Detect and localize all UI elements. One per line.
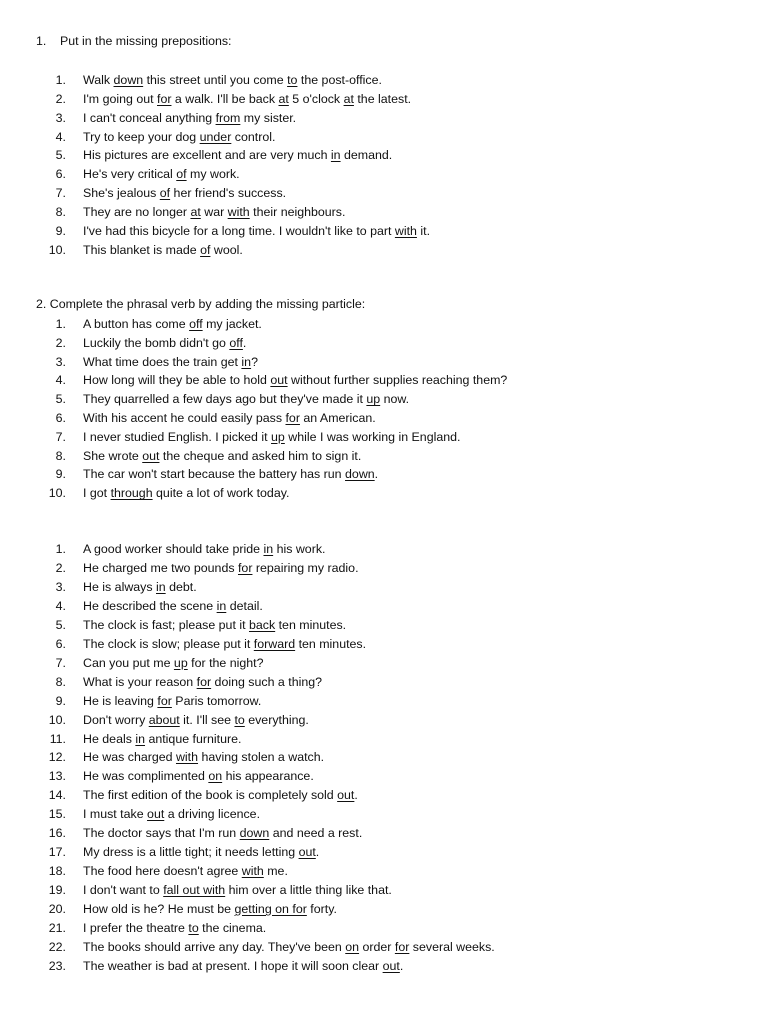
list-item <box>0 824 760 842</box>
item-text <box>83 843 319 861</box>
list-item <box>0 654 760 672</box>
sentence-fragment: They quarrelled a few days ago but they've made it <box>83 392 367 407</box>
item-number: 7. <box>55 429 66 444</box>
list-item <box>0 843 760 861</box>
sentence-fragment: The food here doesn't agree <box>83 864 242 879</box>
sentence-fragment: the cheque and asked him to sign it. <box>159 448 362 463</box>
item-text <box>83 711 309 729</box>
list-item <box>0 428 760 446</box>
sentence-fragment: ten minutes. <box>275 617 347 632</box>
item-text <box>83 484 289 502</box>
item-number: 10. <box>48 242 66 257</box>
sentence-fragment: He deals <box>83 731 136 746</box>
item-text <box>83 390 409 408</box>
item-number: 2. <box>55 560 66 575</box>
sentence-fragment: The first edition of the book is completely sold <box>83 788 338 803</box>
sentence-fragment: She's jealous <box>83 186 160 201</box>
sentence-fragment: ? <box>251 354 258 369</box>
sentence-fragment: I never studied English. I picked it <box>83 429 272 444</box>
item-text <box>83 428 460 446</box>
sentence-fragment: What is your reason <box>83 674 197 689</box>
item-text <box>83 578 197 596</box>
list-item <box>0 371 760 389</box>
item-number: 5. <box>55 148 66 163</box>
item-number: 4. <box>55 598 66 613</box>
item-text <box>83 559 359 577</box>
answer-word: on <box>345 939 360 954</box>
list-item <box>0 390 760 408</box>
item-text <box>83 786 358 804</box>
item-text <box>83 465 378 483</box>
list-item <box>0 938 760 956</box>
answer-word: in <box>156 579 166 594</box>
list-item <box>0 616 760 634</box>
list-item <box>0 146 760 164</box>
list-item <box>0 748 760 766</box>
sentence-fragment: a walk. I'll be back <box>171 91 279 106</box>
sentence-fragment: ten minutes. <box>295 636 367 651</box>
item-number: 12. <box>48 750 66 765</box>
item-text <box>83 748 324 766</box>
sentence-fragment: I'm going out <box>83 91 157 106</box>
answer-word: out <box>382 958 400 973</box>
item-number: 6. <box>55 411 66 425</box>
answer-word: down <box>113 73 144 87</box>
sentence-fragment: I can't conceal anything <box>83 110 216 125</box>
sentence-fragment: and need a rest. <box>269 826 363 841</box>
item-number: 7. <box>55 655 66 670</box>
sentence-fragment: without further supplies reaching them? <box>287 373 508 388</box>
sentence-fragment: everything. <box>244 712 309 727</box>
sentence-fragment: How long will they be able to hold <box>83 373 271 388</box>
answer-word: under <box>199 129 232 144</box>
sentence-fragment: my jacket. <box>202 317 262 331</box>
list-item <box>0 711 760 729</box>
sentence-fragment: while I was working in England. <box>284 429 461 444</box>
answer-word: at <box>190 204 201 219</box>
list-item <box>0 559 760 577</box>
sentence-fragment: my sister. <box>240 110 297 125</box>
list-item <box>0 635 760 653</box>
item-number: 20. <box>48 902 66 917</box>
item-number: 9. <box>55 693 66 708</box>
answer-word: fall out with <box>163 883 226 898</box>
section-1-heading <box>36 34 232 48</box>
item-number: 21. <box>48 921 66 935</box>
item-text <box>83 938 495 956</box>
sentence-fragment: Paris tomorrow. <box>171 693 262 708</box>
answer-word: for <box>157 693 172 708</box>
item-text <box>83 241 243 259</box>
item-text <box>83 900 337 918</box>
sentence-fragment: wool. <box>210 242 243 257</box>
answer-word: out <box>337 788 355 803</box>
sentence-fragment: repairing my radio. <box>252 560 359 575</box>
sentence-fragment: detail. <box>226 598 263 613</box>
list-item <box>0 109 760 127</box>
item-text <box>83 597 263 615</box>
answer-word: for <box>237 560 253 575</box>
answer-word: for <box>394 939 410 954</box>
item-number: 16. <box>48 826 66 841</box>
sentence-fragment: He was charged <box>83 750 176 765</box>
sentence-fragment: The clock is fast; please put it <box>83 617 249 632</box>
sentence-fragment: war <box>200 204 228 219</box>
sentence-fragment: He is always <box>83 579 156 594</box>
answer-word: of <box>176 167 187 182</box>
item-text <box>83 353 258 371</box>
item-text <box>83 692 261 710</box>
answer-word: in <box>241 354 252 369</box>
sentence-fragment: I've had this bicycle for a long time. I wouldn't like to part <box>83 223 395 238</box>
list-item <box>0 165 760 183</box>
list-item <box>0 673 760 691</box>
sentence-fragment: The doctor says that I'm run <box>83 826 240 841</box>
answer-word: back <box>248 617 276 632</box>
list-item <box>0 409 760 427</box>
item-text <box>83 146 392 164</box>
answer-word: for <box>285 411 300 425</box>
sentence-fragment: his appearance. <box>222 769 314 784</box>
answer-word: with <box>175 750 199 765</box>
item-text <box>83 71 382 89</box>
sentence-fragment: I don't want to <box>83 883 164 898</box>
item-number: 19. <box>48 883 66 898</box>
list-item <box>0 334 760 352</box>
section-2-heading <box>36 297 365 311</box>
sentence-fragment: my work. <box>186 167 240 182</box>
list-item <box>0 919 760 937</box>
item-text <box>83 635 366 653</box>
sentence-fragment: antique furniture. <box>145 731 242 746</box>
list-item <box>0 730 760 748</box>
item-number: 2. <box>55 91 66 106</box>
answer-word: through <box>110 486 153 501</box>
answer-word: at <box>343 91 354 106</box>
answer-word: from <box>215 110 241 125</box>
sentence-fragment: it. I'll see <box>179 712 235 727</box>
answer-word: for <box>157 91 172 106</box>
sentence-fragment: the cinema. <box>198 921 267 935</box>
sentence-fragment: him over a little thing like that. <box>225 883 392 898</box>
sentence-fragment: She wrote <box>83 448 143 463</box>
item-number: 6. <box>55 167 66 182</box>
sentence-fragment: . <box>399 958 404 973</box>
sentence-fragment: a driving licence. <box>164 807 261 822</box>
answer-word: about <box>148 712 180 727</box>
item-number: 5. <box>55 617 66 632</box>
answer-word: in <box>216 598 227 613</box>
item-number: 3. <box>55 354 66 369</box>
sentence-fragment: I must take <box>83 807 148 822</box>
answer-word: to <box>287 73 298 87</box>
item-number: 8. <box>55 674 66 689</box>
item-text <box>83 334 246 352</box>
sentence-fragment: his work. <box>273 542 326 556</box>
answer-word: in <box>263 542 274 556</box>
answer-word: to <box>188 921 199 935</box>
answer-word: with <box>241 864 264 879</box>
sentence-fragment: demand. <box>340 148 393 163</box>
answer-word: off <box>189 317 203 331</box>
sentence-fragment: having stolen a watch. <box>198 750 325 765</box>
item-number: 6. <box>55 636 66 651</box>
sentence-fragment: My dress is a little tight; it needs letting <box>83 845 299 860</box>
sentence-fragment: He charged me two pounds <box>83 560 238 575</box>
item-text <box>83 222 430 240</box>
list-item <box>0 900 760 918</box>
sentence-fragment: order <box>359 939 395 954</box>
answer-word: down <box>239 826 270 841</box>
list-item <box>0 315 760 333</box>
answer-word: forward <box>253 636 296 651</box>
answer-word: up <box>366 392 381 407</box>
list-item <box>0 597 760 615</box>
list-item <box>0 805 760 823</box>
list-item <box>0 241 760 259</box>
sentence-fragment: He described the scene <box>83 598 217 613</box>
item-text <box>83 540 325 558</box>
sentence-fragment: . <box>354 788 358 803</box>
list-item <box>0 353 760 371</box>
list-item <box>0 578 760 596</box>
section-1-heading-number: 1. <box>36 34 47 48</box>
sentence-fragment: the post-office. <box>297 73 382 87</box>
item-number: 4. <box>55 373 66 388</box>
list-item <box>0 767 760 785</box>
item-number: 23. <box>48 958 66 973</box>
item-number: 1. <box>55 542 66 556</box>
item-number: 2. <box>55 335 66 350</box>
answer-word: on <box>208 769 223 784</box>
answer-word: up <box>271 429 285 444</box>
item-text <box>83 730 241 748</box>
sentence-fragment: With his accent he could easily pass <box>83 411 286 425</box>
sentence-fragment: an American. <box>299 411 376 425</box>
sentence-fragment: Luckily the bomb didn't go <box>83 335 230 350</box>
item-text <box>83 616 346 634</box>
list-item <box>0 90 760 108</box>
list-item <box>0 203 760 221</box>
item-number: 3. <box>55 110 66 125</box>
list-item <box>0 540 760 558</box>
list-item <box>0 71 760 89</box>
answer-word: out <box>147 807 165 822</box>
sentence-fragment: quite a lot of work today. <box>152 486 290 501</box>
item-number: 17. <box>48 845 66 860</box>
answer-word: of <box>159 186 171 201</box>
item-text <box>83 824 362 842</box>
item-number: 11. <box>49 731 66 746</box>
list-item <box>0 862 760 880</box>
answer-word: in <box>135 731 146 746</box>
sentence-fragment: A button has come <box>83 317 190 331</box>
sentence-fragment: this street until you come <box>143 73 288 87</box>
list-item <box>0 222 760 240</box>
item-number: 10. <box>48 712 66 727</box>
list-item <box>0 786 760 804</box>
sentence-fragment: I prefer the theatre <box>83 921 189 935</box>
sentence-fragment: He's very critical <box>83 167 177 182</box>
sentence-fragment: This blanket is made <box>83 242 201 257</box>
item-number: 4. <box>55 129 66 144</box>
item-text <box>83 673 322 691</box>
sentence-fragment: Can you put me <box>83 655 174 670</box>
list-item <box>0 184 760 202</box>
item-text <box>83 881 392 899</box>
item-text <box>83 767 314 785</box>
sentence-fragment: me. <box>263 864 288 879</box>
sentence-fragment: control. <box>231 129 276 144</box>
item-text <box>83 128 275 146</box>
sentence-fragment: her friend's success. <box>170 186 287 201</box>
sentence-fragment: the latest. <box>353 91 412 106</box>
sentence-fragment: it. <box>416 223 431 238</box>
sentence-fragment: The books should arrive any day. They've been <box>83 939 346 954</box>
sentence-fragment: 5 o'clock <box>288 91 344 106</box>
item-number: 9. <box>55 467 66 482</box>
sentence-fragment: forty. <box>306 902 337 917</box>
answer-word: at <box>278 91 289 106</box>
item-text <box>83 165 240 183</box>
item-text <box>83 371 507 389</box>
answer-word: out <box>298 845 316 860</box>
answer-word: for <box>196 674 212 689</box>
sentence-fragment: The car won't start because the battery has run <box>83 467 346 482</box>
sentence-fragment: several weeks. <box>409 939 495 954</box>
item-number: 18. <box>48 864 66 879</box>
item-text <box>83 862 288 880</box>
sentence-fragment: . <box>374 467 379 482</box>
sentence-fragment: for the night? <box>187 655 264 670</box>
sentence-fragment: . <box>242 335 247 350</box>
sentence-fragment: I got <box>83 486 111 501</box>
sentence-fragment: Don't worry <box>83 712 149 727</box>
item-text <box>83 109 296 127</box>
answer-word: out <box>142 448 160 463</box>
item-number: 1. <box>55 317 66 331</box>
sentence-fragment: His pictures are excellent and are very much <box>83 148 331 163</box>
section-1-heading-text: Put in the missing prepositions: <box>60 34 232 48</box>
answer-word: down <box>345 467 375 482</box>
sentence-fragment: A good worker should take pride <box>83 542 264 556</box>
answer-word: to <box>234 712 245 727</box>
item-number: 3. <box>55 579 66 594</box>
answer-word: of <box>200 242 211 257</box>
item-text <box>83 957 403 975</box>
sentence-fragment: What time does the train get <box>83 354 242 369</box>
sentence-fragment: Try to keep your dog <box>83 129 200 144</box>
sentence-fragment: The clock is slow; please put it <box>83 636 254 651</box>
list-item <box>0 465 760 483</box>
item-number: 5. <box>55 392 66 407</box>
list-item <box>0 484 760 502</box>
item-number: 7. <box>55 186 66 201</box>
sentence-fragment: The weather is bad at present. I hope it will soon clear <box>83 958 383 973</box>
item-text <box>83 184 286 202</box>
item-text <box>83 203 345 221</box>
list-item <box>0 692 760 710</box>
item-number: 10. <box>48 486 66 501</box>
item-number: 1. <box>55 73 66 87</box>
item-number: 9. <box>55 223 66 238</box>
item-text <box>83 654 264 672</box>
item-number: 13. <box>48 769 66 784</box>
sentence-fragment: They are no longer <box>83 204 191 219</box>
sentence-fragment: now. <box>380 392 410 407</box>
item-number: 22. <box>48 939 66 954</box>
item-text <box>83 409 376 427</box>
list-item <box>0 881 760 899</box>
list-item <box>0 957 760 975</box>
list-item <box>0 128 760 146</box>
sentence-fragment: Walk <box>83 73 114 87</box>
item-text <box>83 919 266 937</box>
answer-word: in <box>330 148 341 163</box>
answer-word: up <box>173 655 188 670</box>
item-text <box>83 315 262 333</box>
item-text <box>83 447 361 465</box>
sentence-fragment: He was complimented <box>83 769 209 784</box>
answer-word: out <box>270 373 288 388</box>
sentence-fragment: their neighbours. <box>249 204 346 219</box>
item-number: 14. <box>48 788 66 803</box>
answer-word: getting on for <box>234 902 307 917</box>
answer-word: with <box>227 204 250 219</box>
sentence-fragment: He is leaving <box>83 693 158 708</box>
item-number: 15. <box>48 807 66 822</box>
item-text <box>83 90 411 108</box>
sentence-fragment: doing such a thing? <box>211 674 323 689</box>
sentence-fragment: debt. <box>165 579 197 594</box>
section-2-heading-text: 2. Complete the phrasal verb by adding the missing particle: <box>36 297 366 311</box>
list-item <box>0 447 760 465</box>
sentence-fragment: . <box>315 845 320 860</box>
item-number: 8. <box>55 448 66 463</box>
sentence-fragment: How old is he? He must be <box>83 902 235 917</box>
answer-word: off <box>229 335 243 350</box>
item-text <box>83 805 260 823</box>
item-number: 8. <box>55 204 66 219</box>
answer-word: with <box>394 223 417 238</box>
